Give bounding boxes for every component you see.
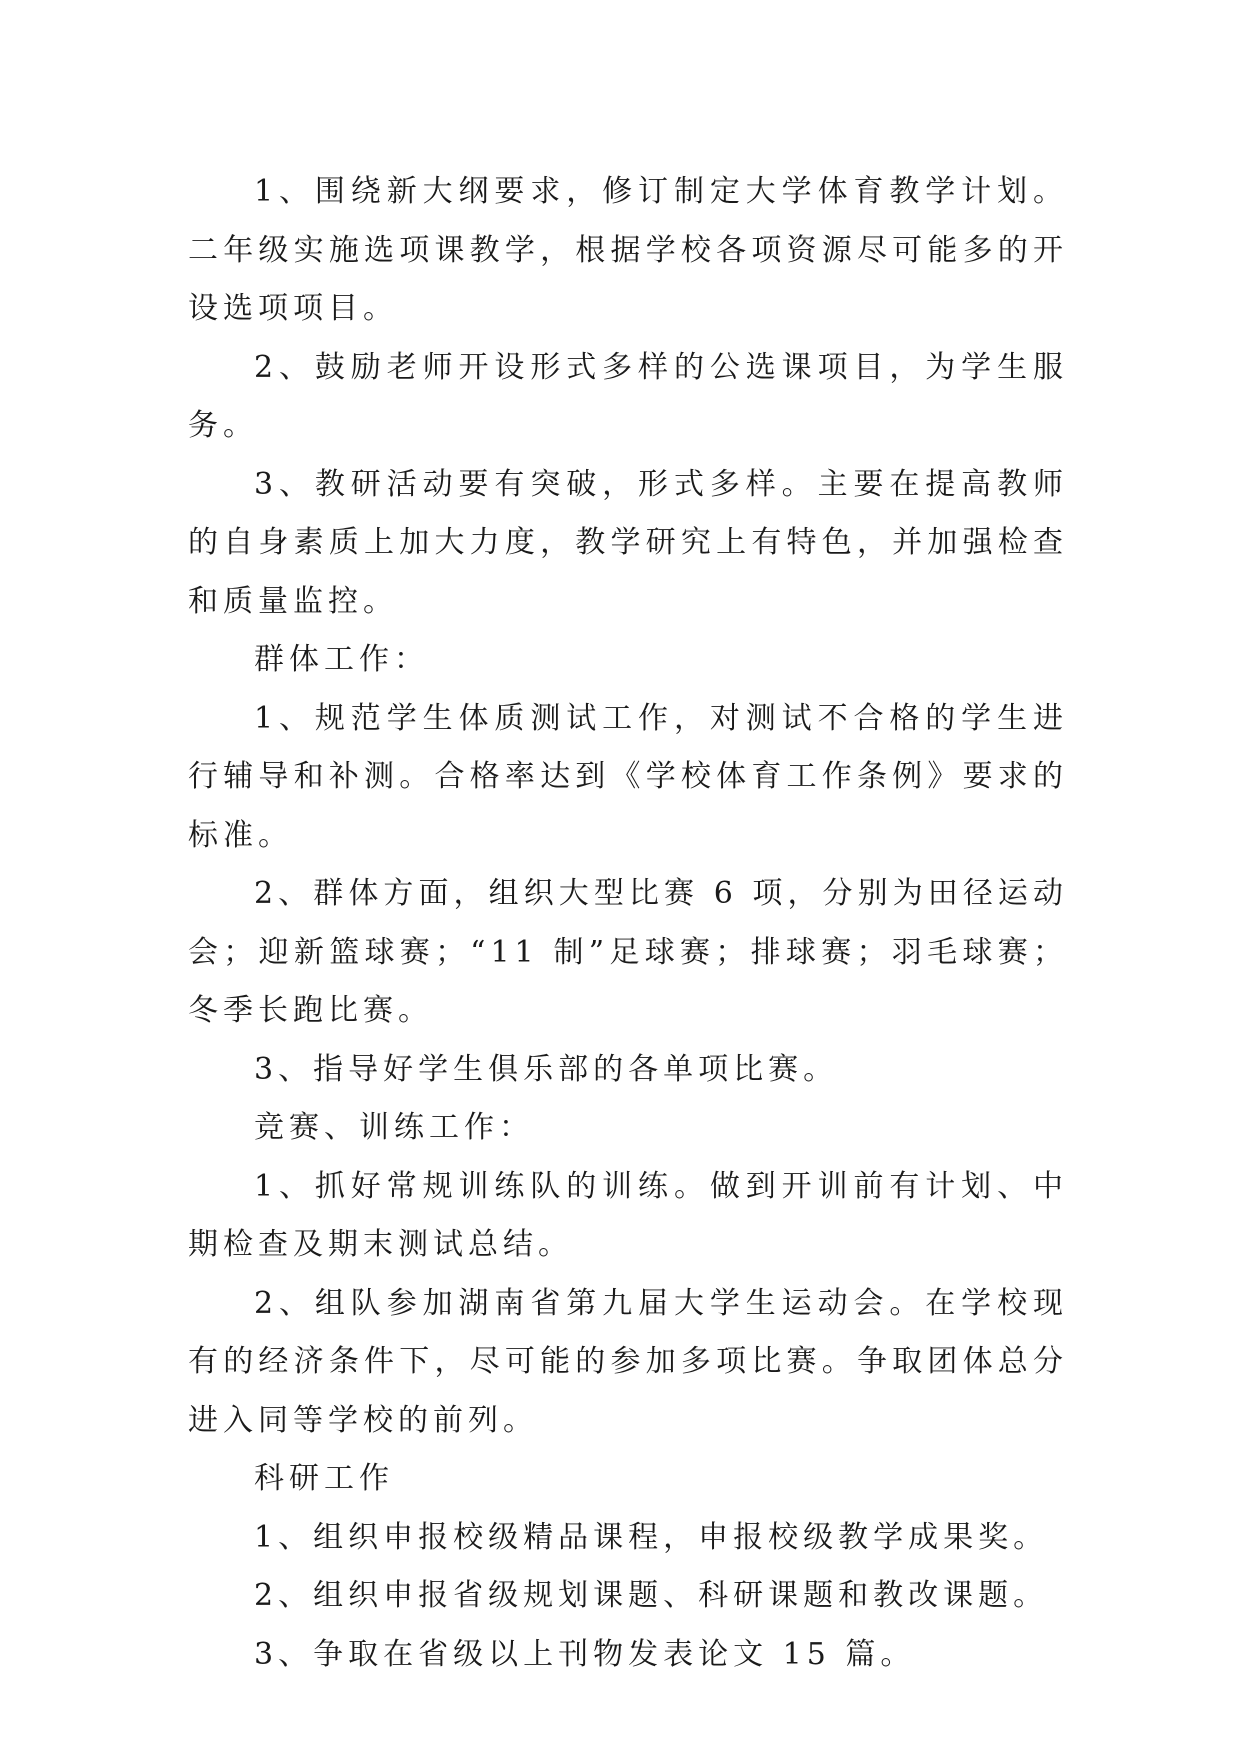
- paragraph-13: 2、组织申报省级规划课题、科研课题和教改课题。: [254, 1578, 1049, 1613]
- paragraph-12: 1、组织申报校级精品课程，申报校级教学成果奖。: [254, 1519, 1049, 1555]
- paragraph-5: 1、规范学生体质测试工作，对测试不合格的学生进行辅导和补测。合格率达到《学校体育工作条例》要求的标准。: [188, 700, 1068, 853]
- document-body: [188, 163, 1068, 1684]
- paragraph-3: 3、教研活动要有突破，形式多样。主要在提高教师的自身素质上加大力度，教学研究上有特色，并加强检查和质量监控。: [188, 466, 1068, 619]
- paragraph-9: 1、抓好常规训练队的训练。做到开训前有计划、中期检查及期末测试总结。: [188, 1168, 1068, 1262]
- section-heading-research: 科研工作: [254, 1461, 394, 1496]
- paragraph-2: 2、鼓励老师开设形式多样的公选课项目，为学生服务。: [188, 349, 1068, 443]
- section-heading-competition-training: 竞赛、训练工作：: [254, 1110, 534, 1145]
- paragraph-6: 2、群体方面，组织大型比赛 6 项，分别为田径运动会；迎新篮球赛；“11 制”足球赛；排球赛；羽毛球赛；冬季长跑比赛。: [188, 876, 1068, 1028]
- paragraph-14: 3、争取在省级以上刊物发表论文 15 篇。: [254, 1636, 916, 1672]
- paragraph-7: 3、指导好学生俱乐部的各单项比赛。: [254, 1051, 839, 1087]
- section-heading-mass-sports: 群体工作：: [254, 642, 429, 677]
- paragraph-1: 1、围绕新大纲要求，修订制定大学体育教学计划。二年级实施选项课教学，根据学校各项资源尽可能多的开设选项项目。: [188, 174, 1068, 326]
- paragraph-10: 2、组队参加湖南省第九届大学生运动会。在学校现有的经济条件下，尽可能的参加多项比赛。争取团体总分进入同等学校的前列。: [188, 1285, 1068, 1438]
